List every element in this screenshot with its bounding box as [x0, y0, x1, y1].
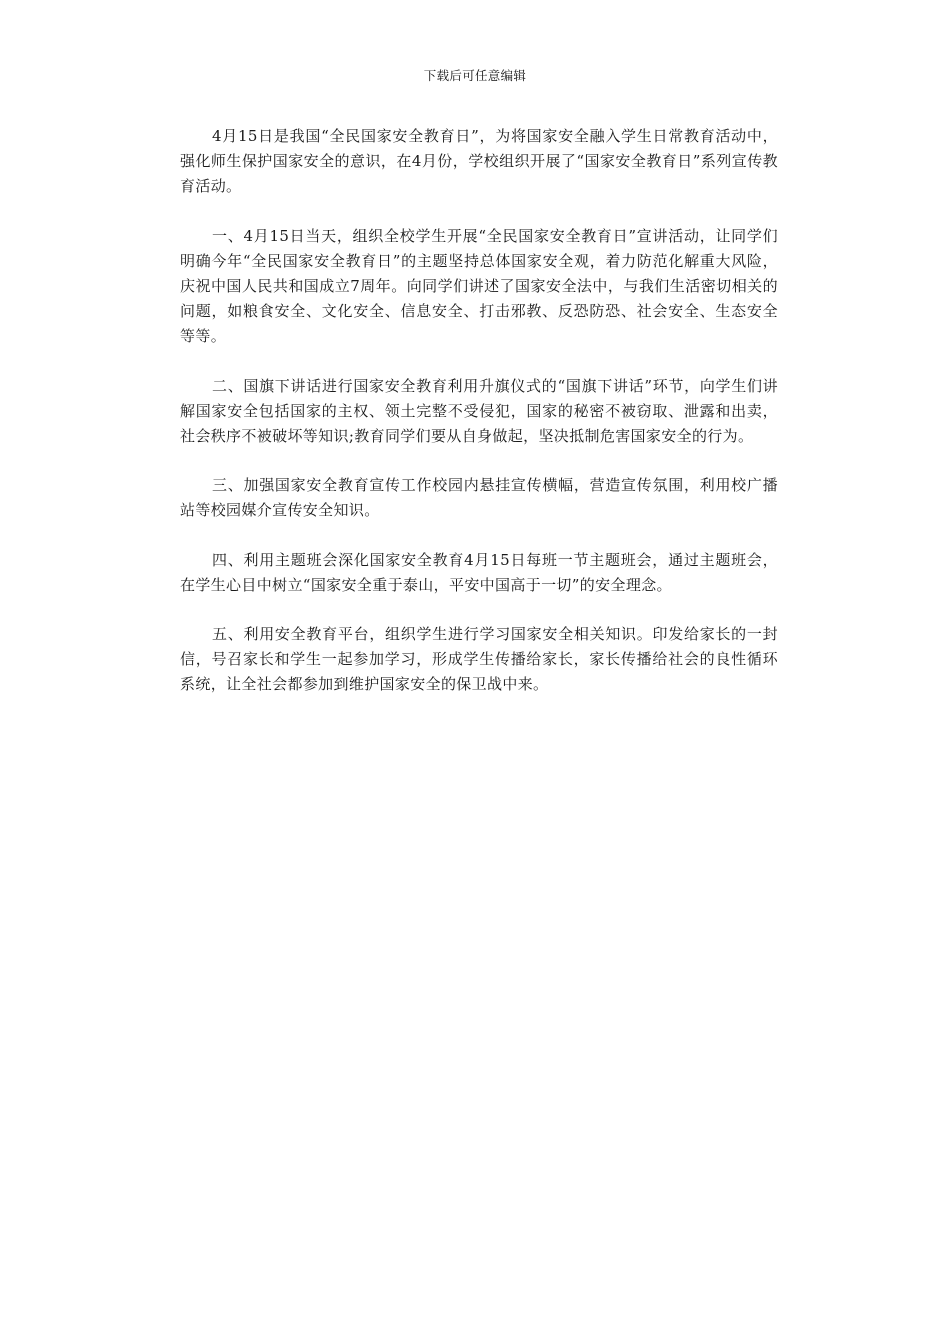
document-body [180, 124, 778, 722]
intro-paragraph: 4月15日是我国“全民国家安全教育日”，为将国家安全融入学生日常教育活动中，强化师生保护国家安全的意识，在4月份，学校组织开展了“国家安全教育日”系列宣传教育活动。 [180, 127, 778, 196]
section-four-paragraph: 四、利用主题班会深化国家安全教育4月15日每班一节主题班会，通过主题班会，在学生心目中树立“国家安全重于泰山，平安中国高于一切”的安全理念。 [180, 550, 778, 594]
section-one-paragraph: 一、4月15日当天，组织全校学生开展“全民国家安全教育日”宣讲活动，让同学们明确今年“全民国家安全教育日”的主题坚持总体国家安全观，着力防范化解重大风险，庆祝中国人民共和国成立7周年。向同学们讲述了国家安全法中，与我们生活密切相关的问题，如粮食安全、文化安全、信息安全、打击邪教、反恐防恐、社会安全、生态安全等等。 [180, 226, 778, 346]
page-header: 下载后可任意编辑 [423, 68, 527, 83]
section-two-paragraph: 二、国旗下讲话进行国家安全教育利用升旗仪式的“国旗下讲话”环节，向学生们讲解国家安全包括国家的主权、领土完整不受侵犯，国家的秘密不被窃取、泄露和出卖，社会秩序不被破坏等知识;教育同学们要从自身做起，坚决抵制危害国家安全的行为。 [180, 376, 778, 446]
section-three-paragraph: 三、加强国家安全教育宣传工作校园内悬挂宣传横幅，营造宣传氛围，利用校广播站等校园媒介宣传安全知识。 [180, 476, 778, 520]
section-five-paragraph: 五、利用安全教育平台，组织学生进行学习国家安全相关知识。印发给家长的一封信，号召家长和学生一起参加学习，形成学生传播给家长，家长传播给社会的良性循环系统，让全社会都参加到维护国家安全的保卫战中来。 [180, 625, 778, 694]
